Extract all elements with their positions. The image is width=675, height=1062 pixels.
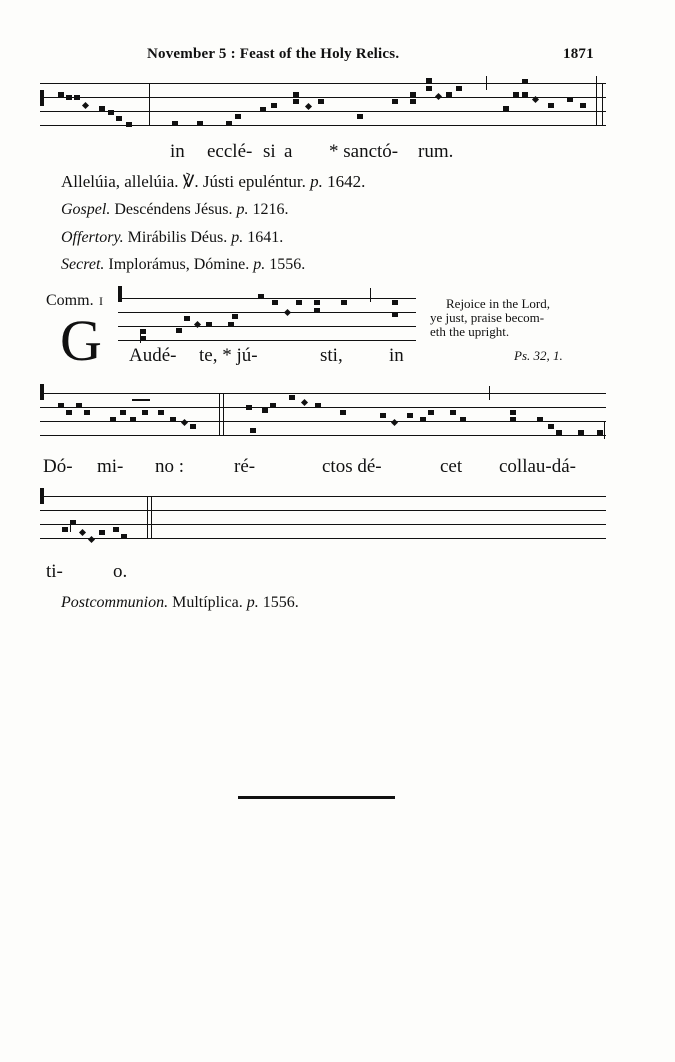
page-ref-label: p. [310, 172, 323, 191]
translation-line: eth the upright. [430, 324, 510, 339]
postcommunion-text: Multíplica. [172, 594, 243, 611]
lyric-syllable: Audé- [129, 345, 177, 366]
secret-text: Implorámus, Dómine. [108, 256, 250, 273]
translation [430, 297, 550, 339]
page-ref-number: 1556. [269, 256, 306, 273]
lyric-syllable: rum. [418, 141, 454, 162]
page-ref-label: p. [231, 229, 244, 246]
lyric-syllable: in [170, 141, 185, 162]
lyric-syllable: mi- [97, 456, 124, 477]
secret-label: Secret. [61, 256, 105, 273]
offertory-text: Mirábilis Déus. [127, 229, 228, 246]
page-number: 1871 [563, 46, 594, 62]
page-ref-label: p. [246, 594, 259, 611]
secret-line [61, 256, 305, 274]
lyric-syllable: Dó- [43, 456, 73, 477]
lyric-syllable: sti, [320, 345, 343, 366]
lyric-syllable: te, * jú- [199, 345, 258, 366]
initial-letter: G [60, 308, 102, 373]
page-ref-label: p. [253, 256, 266, 273]
lyric-syllable: o. [113, 561, 128, 582]
lyric-syllable: collau-dá- [499, 456, 577, 477]
lyric-syllable: in [389, 345, 404, 366]
psalm-reference: Ps. 32, 1. [514, 348, 563, 363]
running-head-title: November 5 : Feast of the Holy Relics. [147, 46, 400, 62]
page-ref-number: 1642. [327, 172, 366, 191]
lyric-syllable: no : [155, 456, 185, 477]
page-ref-number: 1216. [252, 201, 289, 218]
lyric-syllable: si [263, 141, 276, 162]
gospel-line [61, 201, 289, 219]
alleluia-line [61, 172, 365, 192]
communion-label: Comm. [46, 292, 94, 309]
lyric-syllable: cet [440, 456, 463, 477]
lyric-syllable: * sanctó- [329, 141, 399, 162]
page-ref-label: p. [236, 201, 249, 218]
lyric-syllable: a [284, 141, 293, 162]
offertory-line [61, 229, 283, 247]
lyric-syllable: ti- [46, 561, 63, 582]
page-ref-number: 1641. [247, 229, 284, 246]
gospel-label: Gospel. [61, 201, 111, 218]
page-ref-number: 1556. [262, 594, 299, 611]
lyric-syllable: ecclé- [207, 141, 253, 162]
lyric-syllable: ré- [234, 456, 256, 477]
alleluia-text: Allelúia, allelúia. ℣. Jústi epuléntur. [61, 172, 306, 191]
lyric-syllable: ctos dé- [322, 456, 382, 477]
offertory-label: Offertory. [61, 229, 124, 246]
translation-line: ye just, praise becom- [430, 310, 545, 325]
communion-mode: I [99, 294, 103, 308]
translation-line: Rejoice in the Lord, [446, 296, 550, 311]
gospel-text: Descéndens Jésus. [114, 201, 233, 218]
postcommunion-line [61, 594, 299, 612]
postcommunion-label: Postcommunion. [61, 594, 169, 611]
section-divider [238, 796, 395, 799]
